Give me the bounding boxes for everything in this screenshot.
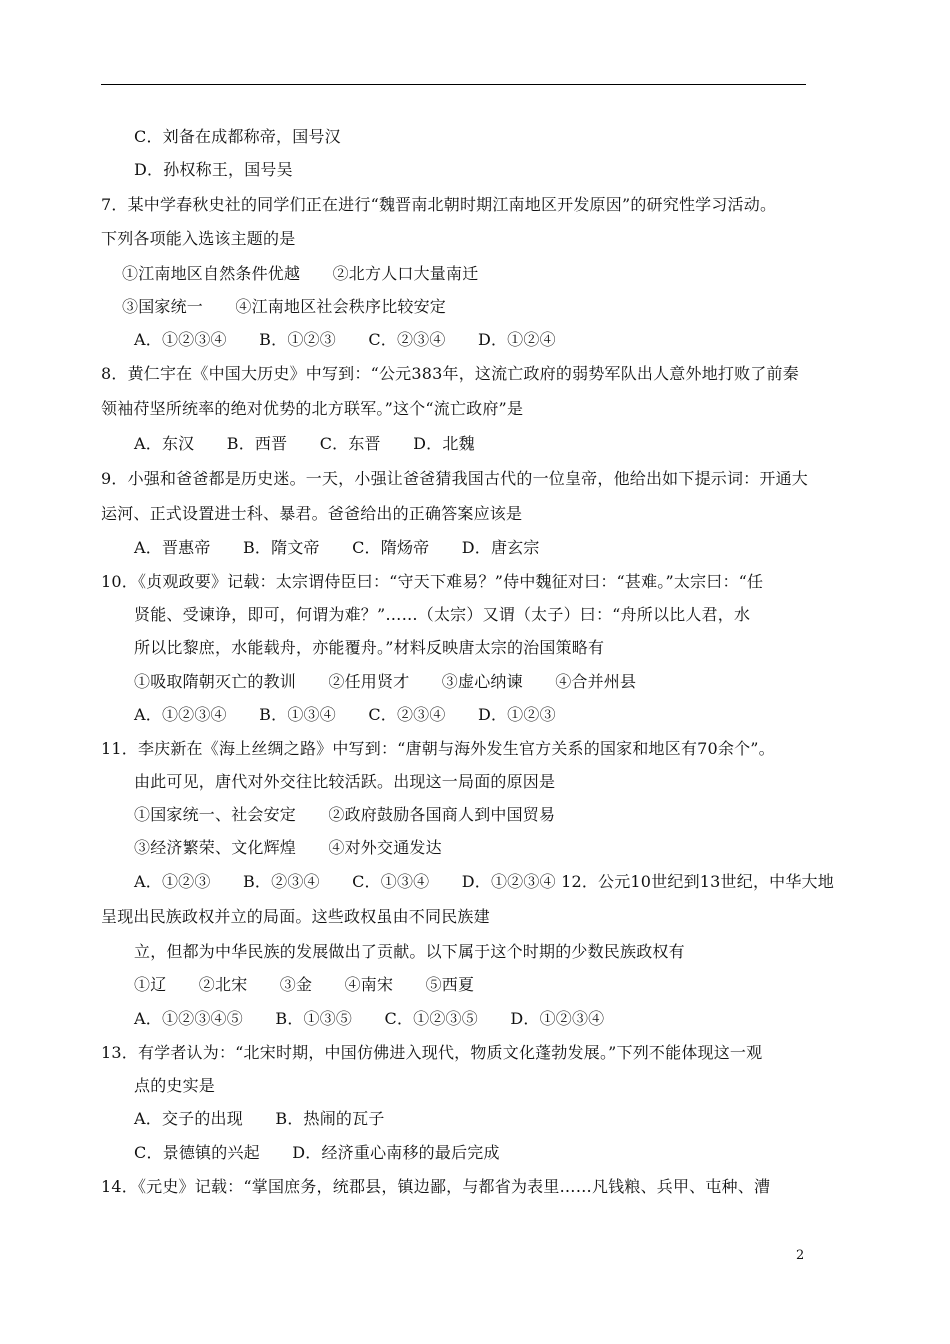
question-10-items: ①吸取隋朝灭亡的教训 ②任用贤才 ③虚心纳谏 ④合并州县: [134, 672, 637, 691]
question-10-text: 10．《贞观政要》记载：太宗谓侍臣曰：“守天下难易？”侍中魏征对曰：“甚难。”太宗曰：“任: [101, 572, 764, 591]
question-9-text: 9．小强和爸爸都是历史迷。一天，小强让爸爸猜我国古代的一位皇帝，他给出如下提示词：开通大: [101, 469, 808, 488]
question-11-items-a: ①国家统一、社会安定 ②政府鼓励各国商人到中国贸易: [134, 805, 556, 824]
question-10-text-cont-2: 所以比黎庶，水能载舟，亦能覆舟。”材料反映唐太宗的治国策略有: [134, 638, 605, 657]
question-7-items-b: ③国家统一 ④江南地区社会秩序比较安定: [122, 297, 447, 316]
page-number: 2: [796, 1248, 805, 1263]
question-13-text: 13．有学者认为：“北宋时期，中国仿佛进入现代，物质文化蓬勃发展。”下列不能体现这一观: [101, 1043, 763, 1062]
question-12-items: ①辽 ②北宋 ③金 ④南宋 ⑤西夏: [134, 975, 475, 994]
question-9-options: A．晋惠帝 B．隋文帝 C．隋炀帝 D．唐玄宗: [134, 538, 540, 557]
question-10-text-cont-1: 贤能、受谏诤，即可，何谓为难？”……（太宗）又谓（太子）曰：“舟所以比人君，水: [134, 605, 751, 624]
question-10-options: A．①②③④ B．①③④ C．②③④ D．①②③: [134, 705, 556, 724]
question-12-text-cont-1: 呈现出民族政权并立的局面。这些政权虽由不同民族建: [101, 907, 490, 926]
question-11-text: 11．李庆新在《海上丝绸之路》中写到：“唐朝与海外发生官方关系的国家和地区有70余个”。: [101, 739, 775, 758]
question-7-text: 7．某中学春秋史社的同学们正在进行“魏晋南北朝时期江南地区开发原因”的研究性学习活动。: [101, 195, 777, 214]
question-11-options-question-12-start: A．①②③ B．②③④ C．①③④ D．①②③④ 12．公元10世纪到13世纪，中华大地: [134, 872, 834, 891]
question-8-options: A．东汉 B．西晋 C．东晋 D．北魏: [134, 434, 475, 453]
question-9-text-cont: 运河、正式设置进士科、暴君。爸爸给出的正确答案应该是: [101, 504, 523, 523]
question-11-items-b: ③经济繁荣、文化辉煌 ④对外交通发达: [134, 838, 442, 857]
header-rule: [101, 84, 806, 85]
question-14-text: 14．《元史》记载：“掌国庶务，统郡县，镇边鄙，与都省为表里……凡钱粮、兵甲、屯种、漕: [101, 1177, 771, 1196]
question-13-options-a: A．交子的出现 B．热闹的瓦子: [134, 1109, 385, 1128]
question-7-items-a: ①江南地区自然条件优越 ②北方人口大量南迁: [122, 264, 479, 283]
question-7-options: A．①②③④ B．①②③ C．②③④ D．①②④: [134, 330, 556, 349]
option-6c: C．刘备在成都称帝，国号汉: [134, 127, 341, 146]
question-12-options: A．①②③④⑤ B．①③⑤ C．①②③⑤ D．①②③④: [134, 1009, 605, 1028]
question-8-text-cont: 领袖苻坚所统率的绝对优势的北方联军。”这个“流亡政府”是: [101, 399, 524, 418]
question-12-text-cont-2: 立，但都为中华民族的发展做出了贡献。以下属于这个时期的少数民族政权有: [134, 942, 685, 961]
question-11-text-cont: 由此可见，唐代对外交往比较活跃。出现这一局面的原因是: [134, 772, 556, 791]
question-13-options-b: C．景德镇的兴起 D．经济重心南移的最后完成: [134, 1143, 500, 1162]
question-7-text-cont: 下列各项能入选该主题的是: [101, 229, 296, 248]
question-8-text: 8．黄仁宇在《中国大历史》中写到：“公元383年，这流亡政府的弱势军队出人意外地打败了前秦: [101, 364, 799, 383]
option-6d: D．孙权称王，国号吴: [134, 160, 293, 179]
question-13-text-cont: 点的史实是: [134, 1076, 216, 1095]
